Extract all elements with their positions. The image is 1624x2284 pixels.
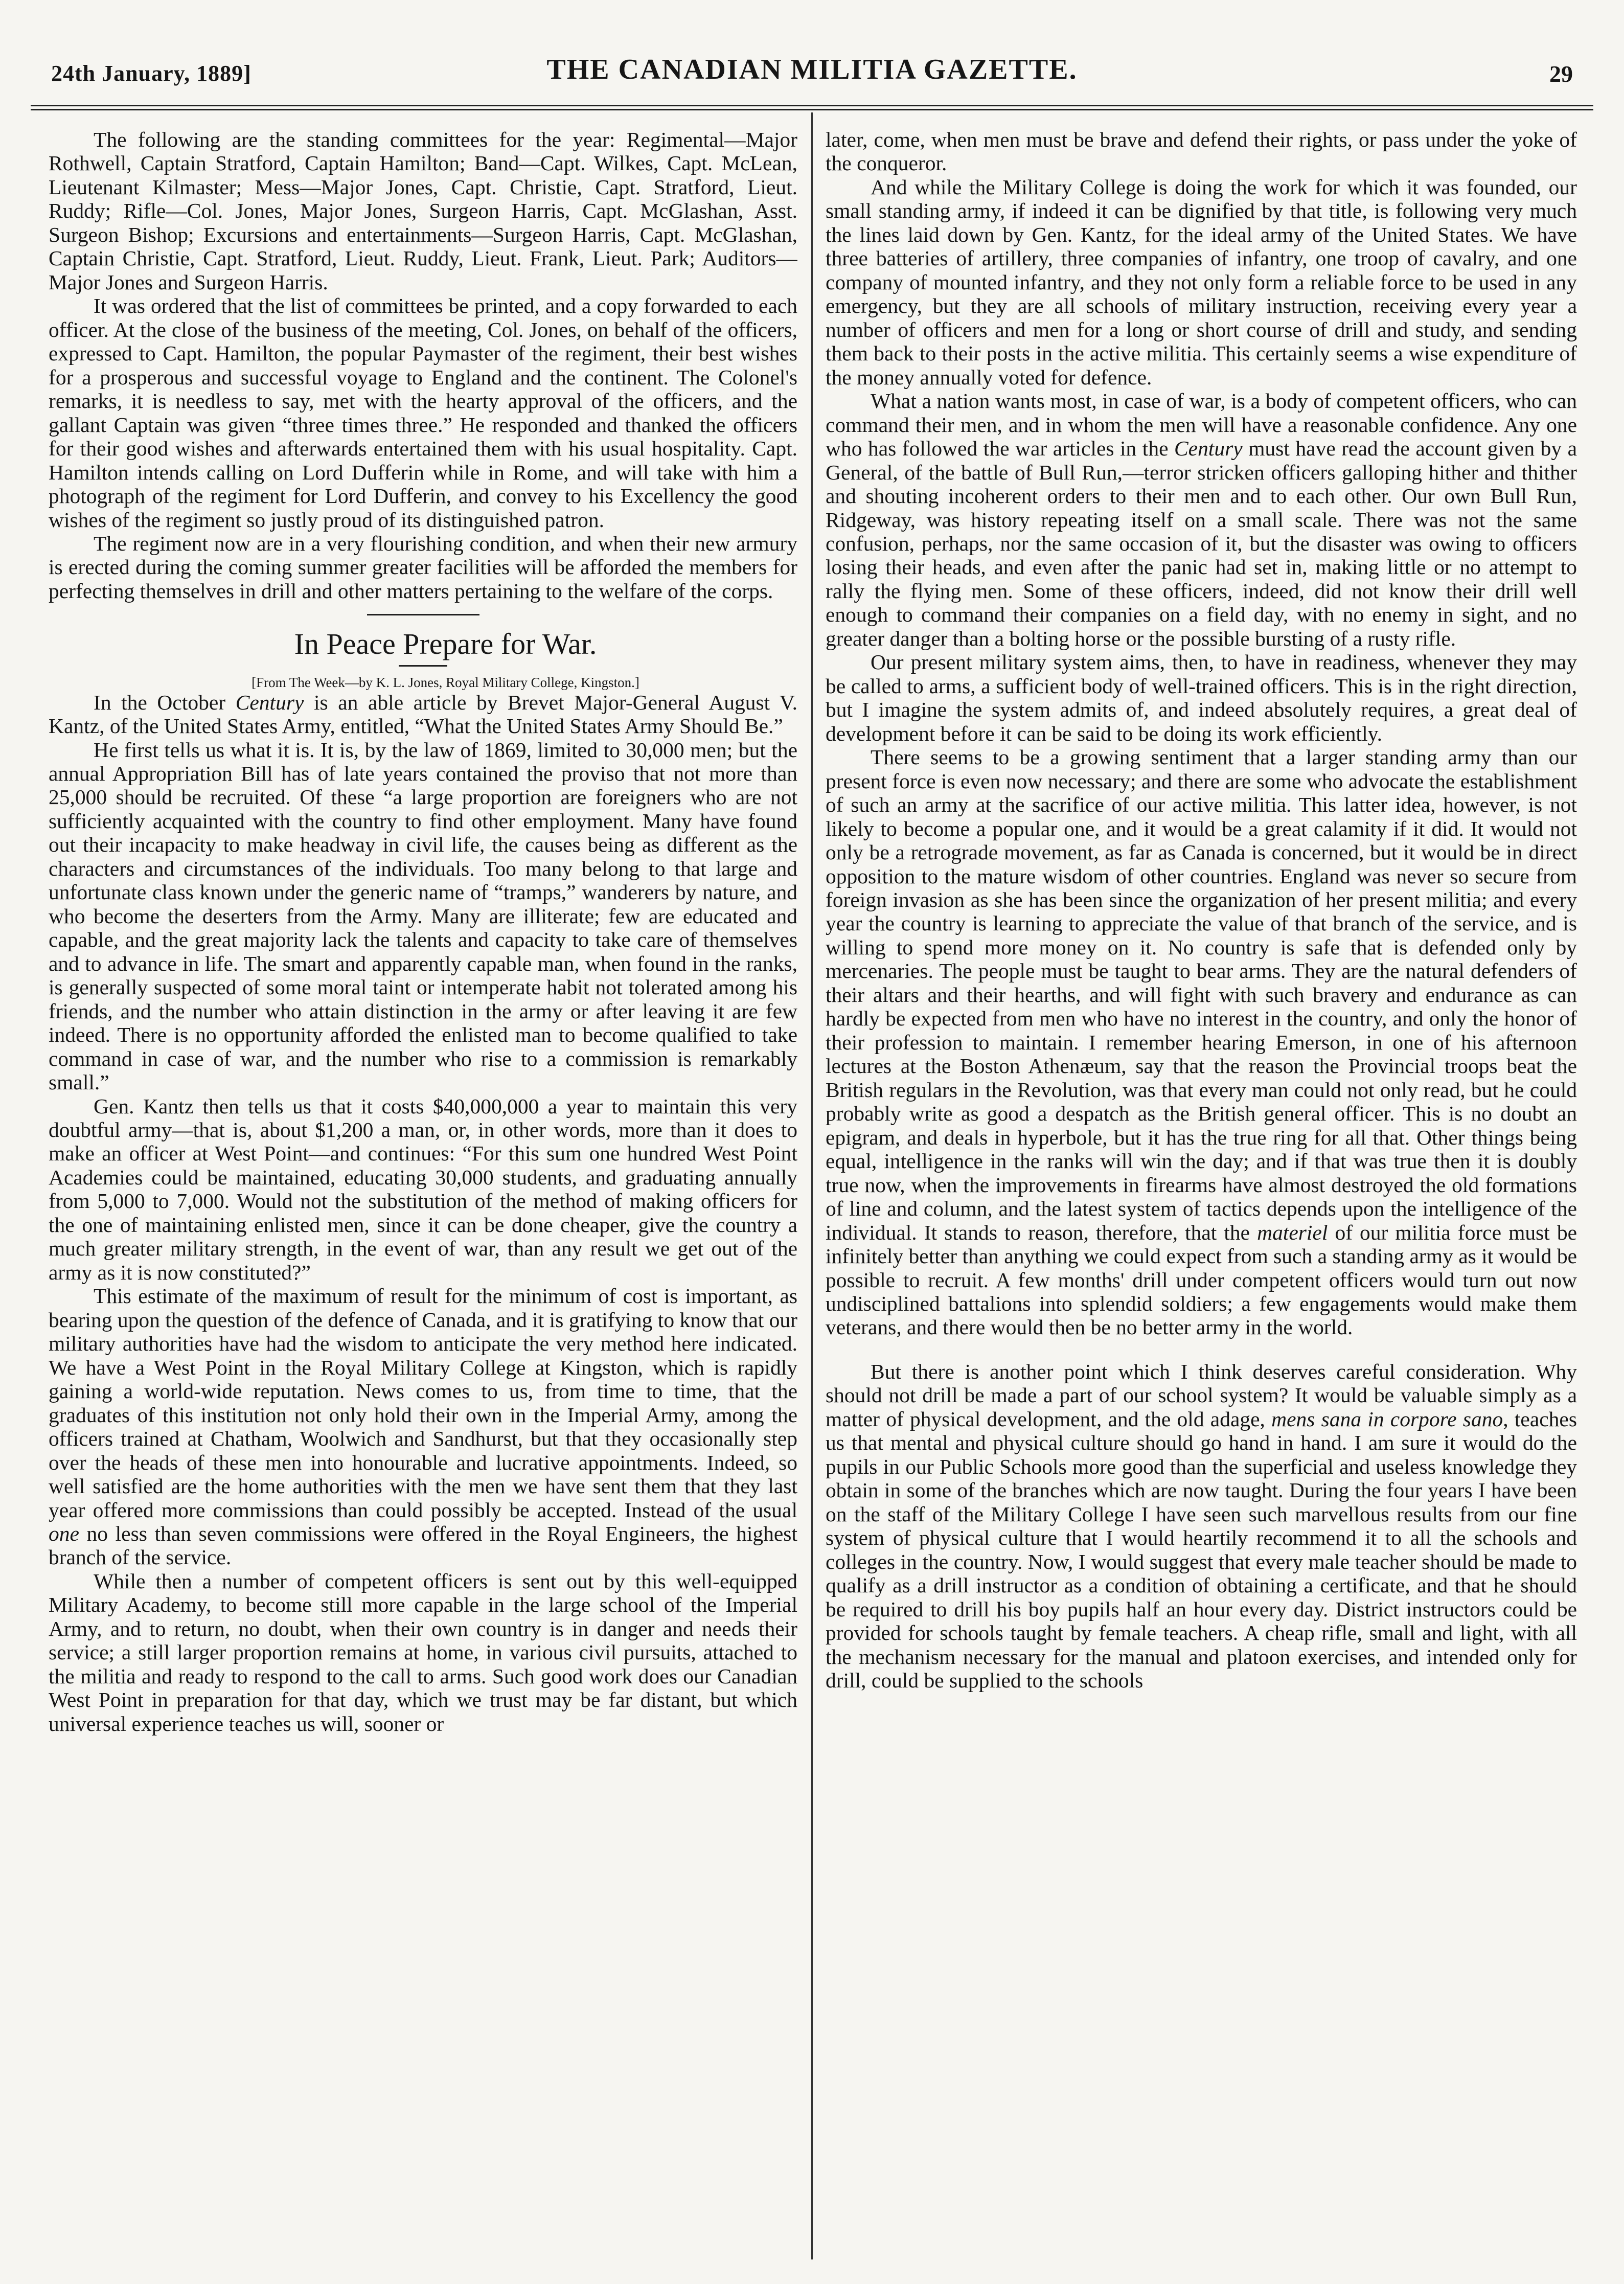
emphasis-one: one — [49, 1521, 79, 1545]
article-paragraph-8: Our present military system aims, then, to have in readiness, whenever they may be called to arms, a sufficient body of well-trained officers. This is in the right direction, but I imagine the system admits of, and indeed absolutely requires, a great deal of development before it can be said to be doing its work efficiently. — [826, 650, 1577, 745]
committees-paragraph: The following are the standing committees for the year: Regimental—Major Rothwell, Captain Stratford, Captain Hamilton; Band—Capt. Wilkes, Capt. McLean, Lieutenant Kilmaster; Mess—Major Jones, Capt. Christie, Capt. Stratford, Lieut. Ruddy; Rifle—Col. Jones, Major Jones, Surgeon Harris, Capt. McGlashan, Asst. Surgeon Bishop; Excursions and entertainments—Surgeon Harris, Capt. McGlashan, Captain Christie, Capt. Stratford, Lieut. Ruddy, Lieut. Frank, Lieut. Park; Auditors—Major Jones and Surgeon Harris. — [49, 128, 797, 294]
article-paragraph-2: He first tells us what it is. It is, by the law of 1869, limited to 30,000 men; but the annual Appropriation Bill has of late years contained the proviso that not more than 25,000 should be recruited. Of these “a large proportion are foreigners who are not sufficiently acquainted with the country to find other employment. Many have found out their incapacity to make headway in civil life, the causes being as different as the characters and circumstances of the individuals. Too many belong to that large and unfortunate class known under the generic name of “tramps,” wanderers by nature, and who become the deserters from the Army. Many are illiterate; few are educated and capable, and the great majority lack the talents and capacity to take care of themselves and to advance in life. The smart and apparently capable man, when found in the ranks, is generally suspected of some moral taint or intemperate habit not tolerated among his friends, and the number who attain distinction in the army or after leaving it are few indeed. There is no opportunity afforded the enlisted man to become qualified to take command in case of war, and the number who rise to a commission is remarkably small.” — [49, 738, 797, 1094]
committees-printed-paragraph: It was ordered that the list of committees be printed, and a copy forwarded to each officer. At the close of the business of the meeting, Col. Jones, on behalf of the officers, expressed to Capt. Hamilton, the popular Paymaster of the regiment, their best wishes for a prosperous and successful voyage to England and the continent. The Colonel's remarks, it is needless to say, met with the hearty approval of the officers, and the gallant Captain was given “three times three.” He responded and thanked the officers for their good wishes and afterwards entertained them with his usual hospitality. Capt. Hamilton intends calling on Lord Dufferin while in Rome, and will take with him a photograph of the regiment for Lord Dufferin, and convey to his Excellency the good wishes of the regiment so justly proud of its distinguished patron. — [49, 294, 797, 532]
column-divider — [811, 112, 813, 2259]
century-title: Century — [235, 690, 304, 714]
article-paragraph-3: Gen. Kantz then tells us that it costs $40,000,000 a year to maintain this very doubtful army—that is, about $1,200 a man, or, in other words, more than it does to make an officer at West Point—and continues: “For this sum one hundred West Point Academies could be maintained, educating 30,000 students, and graduating annually from 5,000 to 7,000. Would not the substitution of the method of making officers for the one of maintaining enlisted men, since it can be done cheaper, give the country a much greater military strength, in the event of war, than any result we get out of the army as it is now constituted?” — [49, 1094, 797, 1284]
article-paragraph-5-continued: later, come, when men must be brave and defend their rights, or pass under the yoke of the conqueror. — [826, 128, 1577, 175]
article-paragraph-9: There seems to be a growing sentiment that a larger standing army than our present force is even now necessary; and there are some who advocate the establishment of such an army at the sacrifice of our active militia. This latter idea, however, is not likely to become a popular one, and it would be a great calamity if it did. It would not only be a retrograde movement, as far as Canada is concerned, but it would be in direct opposition to the mature wisdom of other countries. England was never so secure from foreign invasion as she has been since the organization of her present militia; and every year the country is learning to appreciate the value of that branch of the service, and is willing to spend more money on it. No country is safe that is defended only by mercenaries. The people must be taught to bear arms. They are the natural defenders of their altars and their hearths, and will fight with such bravery and endurance as can hardly be expected from men who have no interest in the country, and only the honor of their profession to maintain. I remember hearing Emerson, in one of his afternoon lectures at the Boston Athenæum, say that the reason the Provincial troops beat the British regulars in the Revolution, was that every man could not only read, but he could probably write as good a despatch as the British general officer. This is no doubt an epigram, and deals in hyperbole, but it has the true ring for all that. Other things being equal, intelligence in the ranks will win the day; and if that was true then it is doubly true now, when the improvements in firearms have almost destroyed the old formations of line and column, and the latest system of tactics depends upon the intelligence of the individual. It stands to reason, therefore, that the materiel of our militia force must be infinitely better than anything we could expect from such a standing army as it would be possible to recruit. A few months' drill under competent officers would turn out now undisciplined battalions into splendid soldiers; a few engagements would make them veterans, and there would then be no better army in the world. — [826, 745, 1577, 1339]
right-column — [826, 128, 1577, 2259]
issue-date: 24th January, 1889] — [51, 61, 251, 86]
publication-title: THE CANADIAN MILITIA GAZETTE. — [546, 54, 1078, 85]
article-paragraph-5: While then a number of competent officers is sent out by this well-equipped Military Academy, to become still more capable in the large school of the Imperial Army, and to return, no doubt, when their own country is in danger and needs their service; a still larger proportion remains at home, in various civil pursuits, attached to the militia and ready to respond to the call to arms. Such good work does our Canadian West Point in preparation for that day, which we trust may be far distant, but which universal experience teaches us will, sooner or — [49, 1569, 797, 1735]
header-rule-bottom — [31, 109, 1593, 110]
article-paragraph-6: And while the Military College is doing the work for which it was founded, our small standing army, if indeed it can be dignified by that title, is following very much the lines laid down by Gen. Kantz, for the ideal army of the United States. We have three batteries of artillery, three companies of infantry, one troop of cavalry, and one company of mounted infantry, and they not only form a reliable force to be used in any emergency, but they are all schools of military instruction, receiving every year a number of officers and men for a long or short course of drill and study, and sending them back to their posts in the active militia. This certainly seems a wise expenditure of the money annually voted for defence. — [826, 175, 1577, 389]
article-source: [From The Week—by K. L. Jones, Royal Military College, Kingston.] — [251, 675, 639, 691]
article-paragraph-7: What a nation wants most, in case of war, is a body of competent officers, who can command their men, and in whom the men will have a reasonable confidence. Any one who has followed the war articles in the Century must have read the account given by a General, of the battle of Bull Run,—terror stricken officers galloping hither and thither and shouting incoherent orders to their men and to each other. Our own Bull Run, Ridgeway, was history repeating itself on a small scale. There was not the same confusion, perhaps, nor the same occasion of it, but the disaster was owing to officers losing their heads, and even after the panic had set in, making little or no attempt to rally the flying men. Some of these officers, indeed, did not know their drill well enough to command their companies on a field day, with no enemy in sight, and no greater danger than a bolting horse or the possible bursting of a rusty rifle. — [826, 389, 1577, 650]
section-divider — [367, 614, 479, 615]
article-title: In Peace Prepare for War. — [294, 627, 597, 661]
page-header — [31, 31, 1593, 107]
latin-adage: mens sana in corpore sano — [1271, 1407, 1503, 1431]
header-rule-top — [31, 105, 1593, 106]
title-underline — [399, 665, 447, 667]
left-column — [49, 128, 797, 2259]
materiel-term: materiel — [1257, 1220, 1328, 1244]
page-number: 29 — [1549, 61, 1573, 87]
article-paragraph-1: In the October Century is an able article by Brevet Major-General August V. Kantz, of the United States Army, entitled, “What the United States Army Should Be.” — [49, 690, 797, 738]
regiment-condition-paragraph: The regiment now are in a very flourishing condition, and when their new armury is erected during the coming summer greater facilities will be afforded the members for perfecting themselves in drill and other matters pertaining to the welfare of the corps. — [49, 531, 797, 603]
article-paragraph-4: This estimate of the maximum of result for the minimum of cost is important, as bearing upon the question of the defence of Canada, and it is gratifying to know that our military authorities have had the wisdom to anticipate the very method here indicated. We have a West Point in the Royal Military College at Kingston, which is rapidly gaining a world-wide reputation. News comes to us, from time to time, that the graduates of this institution not only hold their own in the Imperial Army, among the officers trained at Chatham, Woolwich and Sandhurst, but that they occasionally step over the heads of these men into honourable and lucrative appointments. Indeed, so well satisfied are the home authorities with the men we have sent them that they last year offered more commissions than could possibly be accepted. Instead of the usual one no less than seven commissions were offered in the Royal Engineers, the highest branch of the service. — [49, 1284, 797, 1569]
article-paragraph-10: But there is another point which I think deserves careful consideration. Why should not drill be made a part of our school system? It would be valuable simply as a matter of physical development, and the old adage, mens sana in corpore sano, teaches us that mental and physical culture should go hand in hand. I am sure it would do the pupils in our Public Schools more good than the superficial and useless knowledge they obtain in some of the branches which are now taught. During the four years I have been on the staff of the Military College I have seen such marvellous results from our fine system of physical culture that I would heartily recommend it to all the schools and colleges in the country. Now, I would suggest that every male teacher should be made to qualify as a drill instructor as a condition of obtaining a certificate, and that he should be required to drill his boy pupils half an hour every day. District instructors could be provided for schools taught by female teachers. A cheap rifle, small and light, with all the mechanism necessary for the manual and platoon exercises, and intended only for drill, could be supplied to the schools — [826, 1359, 1577, 1692]
century-title-2: Century — [1174, 437, 1243, 461]
